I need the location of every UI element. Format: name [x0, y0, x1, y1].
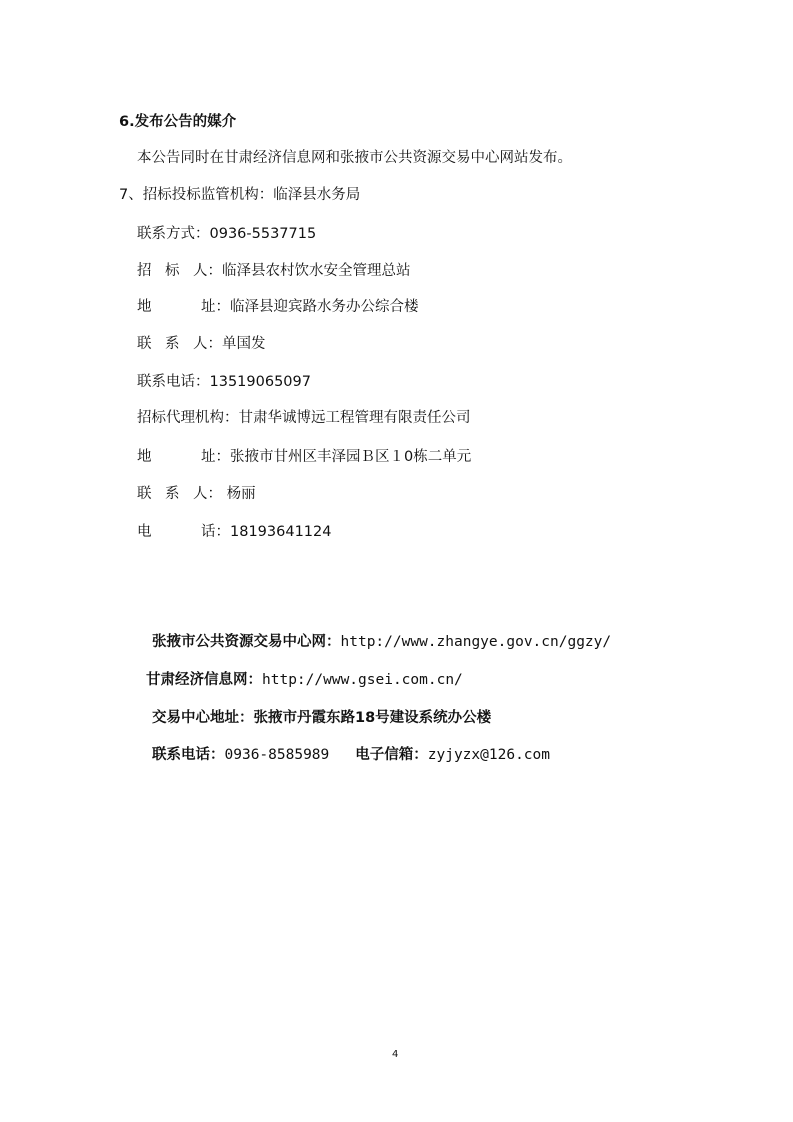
agency-address-row: [137, 447, 471, 467]
agency-contact-value: 杨丽: [222, 486, 256, 502]
gsei-url[interactable]: http://www.gsei.com.cn/: [262, 672, 463, 688]
contact-phone: 联系电话：13519065097: [137, 374, 311, 390]
contact-person-label-2: 系: [165, 336, 180, 352]
agency-phone-label-2: 话：: [201, 524, 230, 540]
tenderer-value: 临泽县农村饮水安全管理总站: [222, 263, 411, 279]
center-site-label: 张掖市公共资源交易中心网：: [152, 634, 341, 650]
tenderer-label-1: 招: [137, 263, 152, 279]
tenderer-label-3: 人：: [193, 263, 222, 279]
agency: 招标代理机构：甘肃华诚博远工程管理有限责任公司: [137, 410, 471, 426]
center-phone-label: 联系电话：: [152, 747, 225, 763]
contact-person-label-3: 人：: [193, 336, 222, 352]
section-6-body: 本公告同时在甘肃经济信息网和张掖市公共资源交易中心网站发布。: [137, 150, 572, 166]
center-site-url[interactable]: http://www.zhangye.gov.cn/ggzy/: [340, 634, 612, 650]
agency-contact-label-3: 人：: [193, 486, 222, 502]
agency-address-label-2: 址：: [201, 449, 230, 465]
agency-contact-label-2: 系: [165, 486, 180, 502]
email-label: 电子信箱：: [355, 747, 428, 763]
page-number: 4: [392, 1049, 399, 1060]
address-label-2: 址：: [201, 299, 230, 315]
address-value: 临泽县迎宾路水务办公综合楼: [230, 299, 419, 315]
section-7-heading: 7、招标投标监管机构：临泽县水务局: [119, 187, 361, 203]
agency-phone-label-1: 电: [137, 524, 152, 540]
gsei-label: 甘肃经济信息网：: [146, 672, 262, 688]
agency-phone-value: 18193641124: [230, 524, 332, 540]
agency-contact-row: [137, 484, 256, 504]
gsei-row: [146, 670, 463, 690]
center-address: 交易中心地址：张掖市丹霞东路18号建设系统办公楼: [152, 710, 492, 726]
tenderer-label-2: 标: [165, 263, 180, 279]
contact-person-row: [137, 334, 266, 354]
agency-phone-row: [137, 522, 331, 542]
center-site-row: [152, 632, 611, 652]
center-phone: 0936-8585989: [224, 747, 330, 763]
agency-address-value: 张掖市甘州区丰泽园Ｂ区１0栋二单元: [230, 449, 472, 465]
center-contact-row: [152, 745, 550, 765]
address-label-1: 地: [137, 299, 152, 315]
email[interactable]: zyjyzx@126.com: [427, 747, 550, 763]
section-6-heading: 6.发布公告的媒介: [119, 114, 237, 130]
tenderer-row: [137, 261, 411, 281]
agency-address-label-1: 地: [137, 449, 152, 465]
address-row: [137, 297, 419, 317]
contact-person-label-1: 联: [137, 336, 152, 352]
agency-contact-label-1: 联: [137, 486, 152, 502]
supervisor-contact: 联系方式：0936-5537715: [137, 226, 317, 242]
contact-person-value: 单国发: [222, 336, 266, 352]
